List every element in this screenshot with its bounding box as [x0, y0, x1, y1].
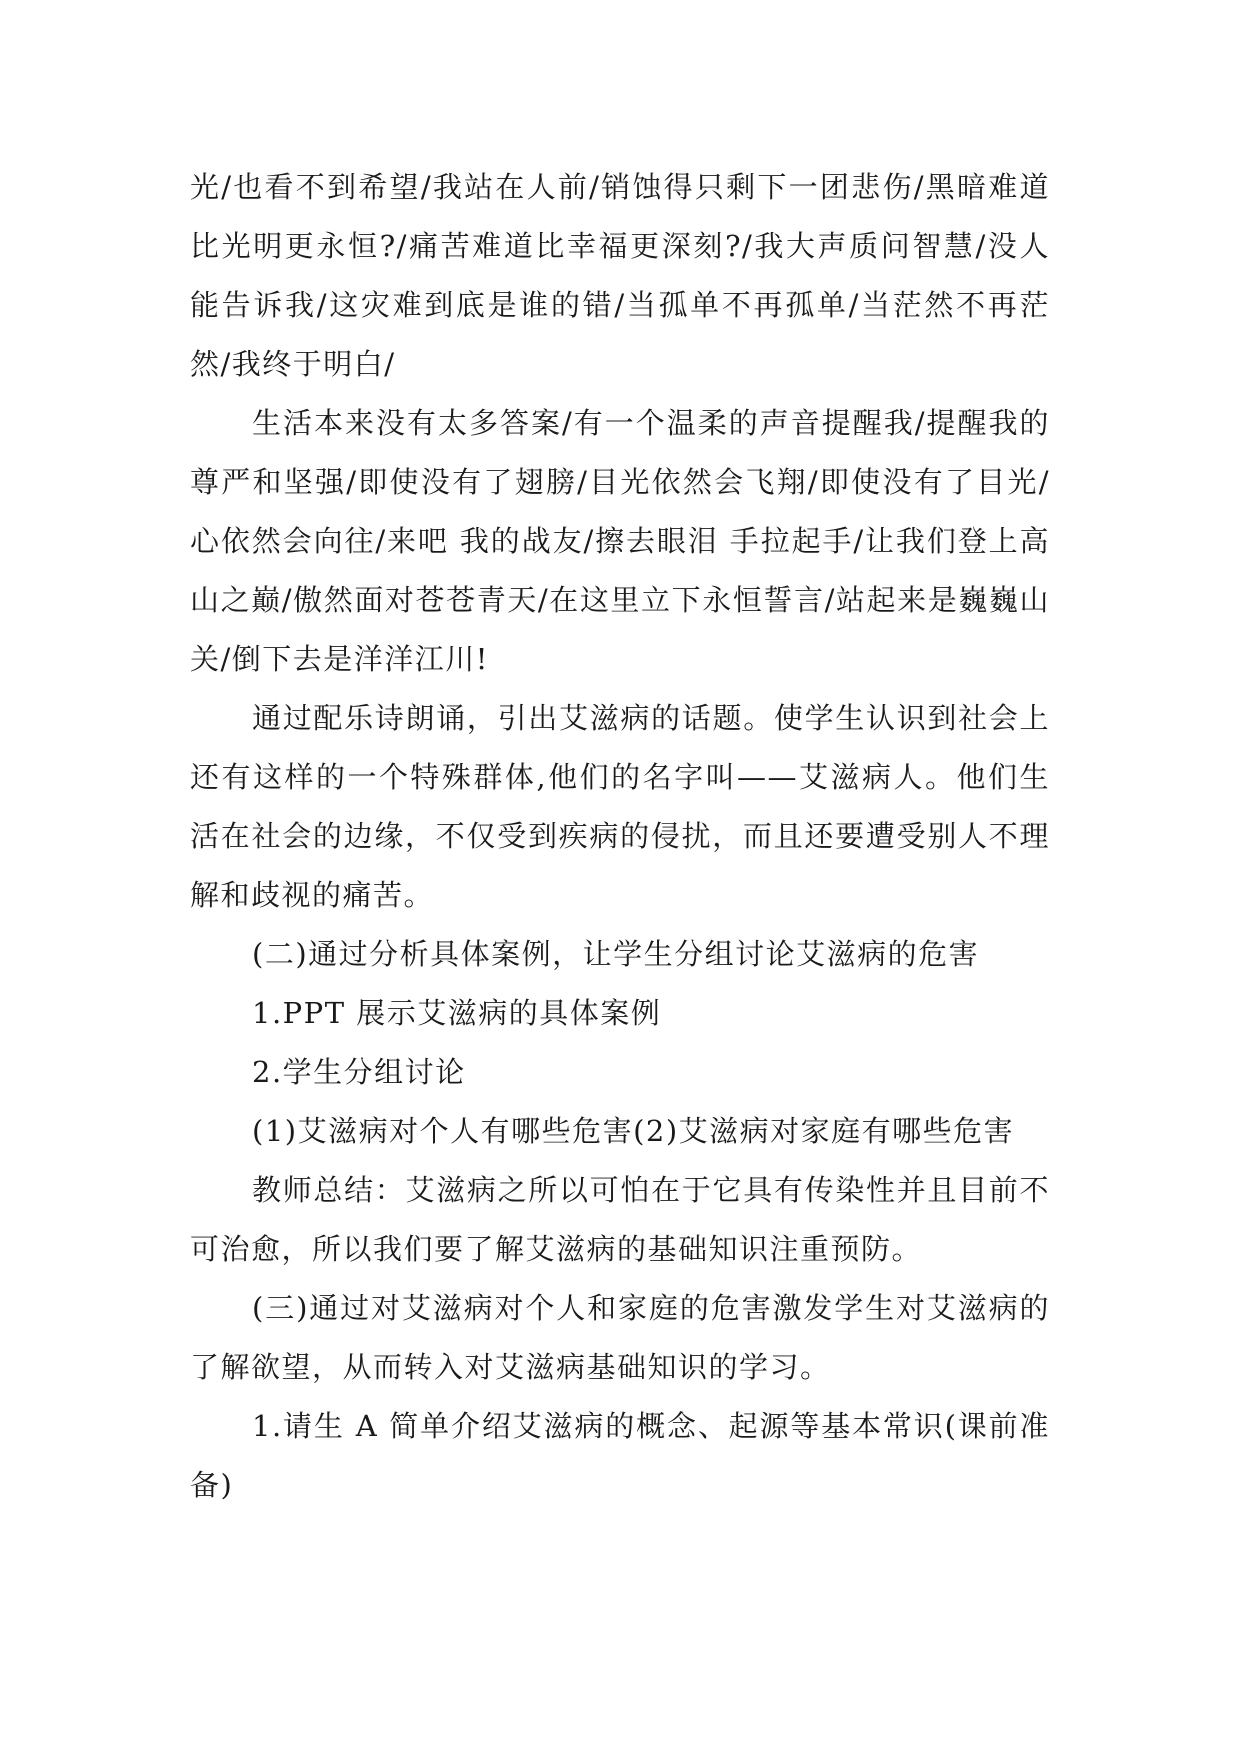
discussion-questions: (1)艾滋病对个人有哪些危害(2)艾滋病对家庭有哪些危害 — [252, 1114, 1015, 1148]
document-body — [190, 158, 1050, 1515]
paragraph-poem-summary: 通过配乐诗朗诵，引出艾滋病的话题。使学生认识到社会上还有这样的一个特殊群体,他们的名字叫——艾滋病人。他们生活在社会的边缘，不仅受到疾病的侵扰，而且还要遭受别人不理解和歧视的痛苦。 — [190, 701, 1050, 912]
section-heading-three: (三)通过对艾滋病对个人和家庭的危害激发学生对艾滋病的了解欲望，从而转入对艾滋病基础知识的学习。 — [190, 1291, 1050, 1384]
list-item-group-discussion: 2.学生分组讨论 — [252, 1055, 466, 1089]
section-heading-two: (二)通过分析具体案例，让学生分组讨论艾滋病的危害 — [252, 937, 980, 971]
paragraph-poem-continuation: 光/也看不到希望/我站在人前/销蚀得只剩下一团悲伤/黑暗难道比光明更永恒?/痛苦难道比幸福更深刻?/我大声质问智慧/没人能告诉我/这灾难到底是谁的错/当孤单不再孤单/当茫然不再茫然/我终于明白/ — [190, 170, 1050, 381]
paragraph-poem-ending: 生活本来没有太多答案/有一个温柔的声音提醒我/提醒我的尊严和坚强/即使没有了翅膀/目光依然会飞翔/即使没有了目光/心依然会向往/来吧 我的战友/擦去眼泪 手拉起手/让我们登上高山之巅/傲然面对苍苍青天/在这里立下永恒誓言/站起来是巍巍山关/倒下去是洋洋江川! — [190, 406, 1050, 676]
paragraph-teacher-summary: 教师总结：艾滋病之所以可怕在于它具有传染性并且目前不可治愈，所以我们要了解艾滋病的基础知识注重预防。 — [190, 1173, 1050, 1266]
list-item-ppt-cases: 1.PPT 展示艾滋病的具体案例 — [252, 996, 662, 1030]
list-item-student-a: 1.请生 A 简单介绍艾滋病的概念、起源等基本常识(课前准备) — [190, 1409, 1050, 1502]
